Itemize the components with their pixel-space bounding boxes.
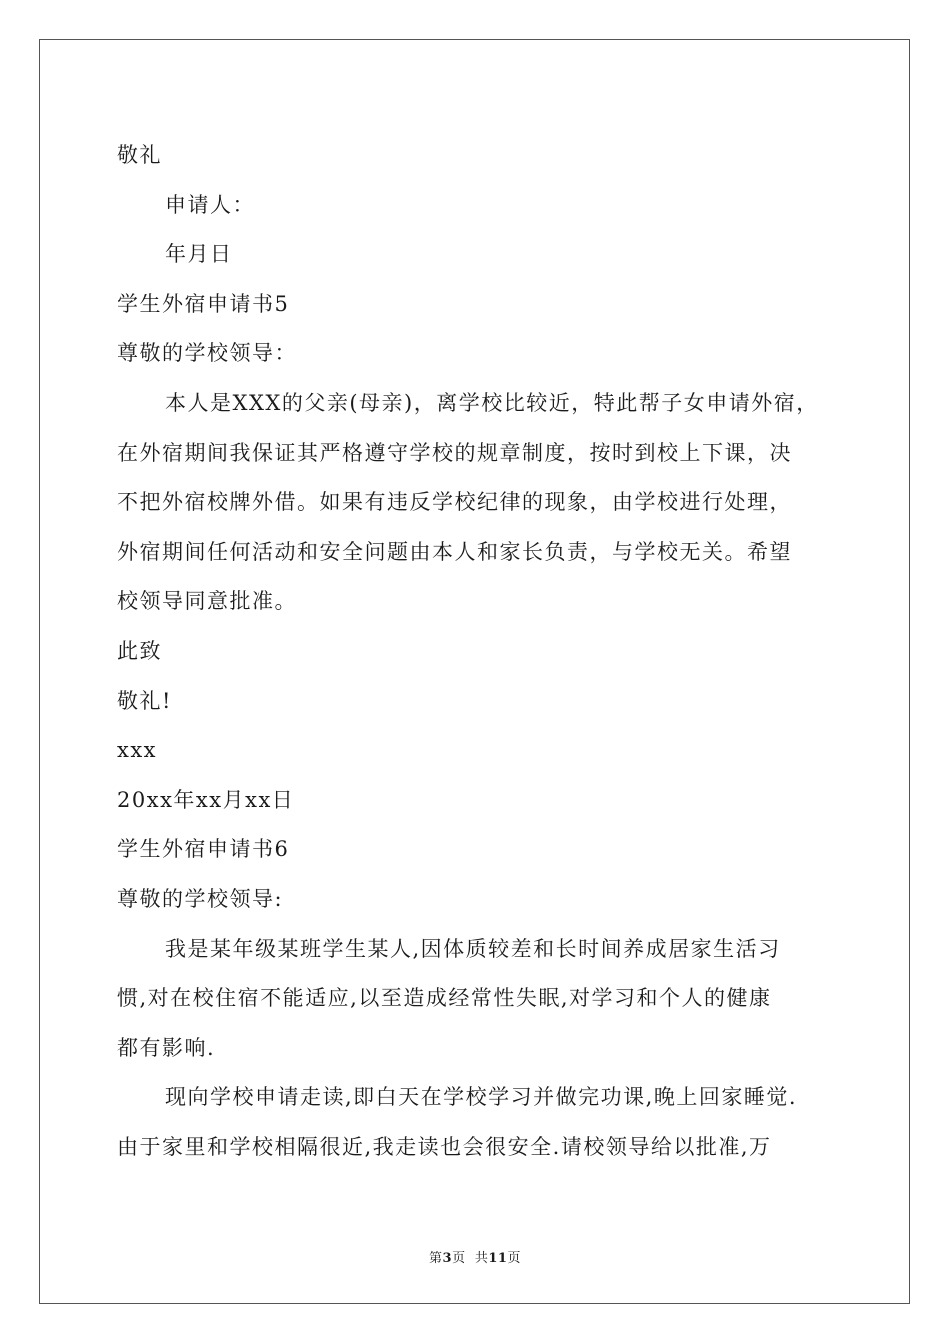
paragraph-line: 在外宿期间我保证其严格遵守学校的规章制度，按时到校上下课，决 — [117, 440, 792, 465]
section-title-5: 学生外宿申请书5 — [117, 291, 290, 316]
date-label: 年月日 — [165, 242, 233, 267]
paragraph-line: 我是某年级某班学生某人,因体质较差和长时间养成居家生活习 — [165, 936, 781, 961]
salutation-6: 尊敬的学校领导: — [117, 886, 284, 911]
paragraph-line: 惯,对在校住宿不能适应,以至造成经常性失眠,对学习和个人的健康 — [117, 986, 772, 1011]
paragraph-line: 不把外宿校牌外借。如果有违反学校纪律的现象，由学校进行处理， — [117, 490, 792, 515]
document-body — [117, 131, 837, 1172]
salutation-5: 尊敬的学校领导： — [117, 341, 297, 366]
total-page-number: 11 — [488, 1251, 508, 1266]
page-footer — [0, 1247, 950, 1266]
paragraph-line: 现向学校申请走读,即白天在学校学习并做完功课,晚上回家睡觉. — [165, 1085, 798, 1110]
footer-prefix: 第 — [429, 1251, 443, 1266]
footer-suffix: 页 — [507, 1251, 521, 1266]
closing-salute: 敬礼 — [117, 143, 162, 167]
closing-salute: 敬礼! — [117, 688, 172, 713]
paragraph-line: 外宿期间任何活动和安全问题由本人和家长负责，与学校无关。希望 — [117, 539, 792, 564]
closing-phrase: 此致 — [117, 638, 162, 663]
paragraph-line: 校领导同意批准。 — [117, 589, 297, 614]
paragraph-line: 由于家里和学校相隔很近,我走读也会很安全.请校领导给以批准,万 — [117, 1134, 772, 1159]
signature-date: 20xx年xx月xx日 — [117, 787, 295, 812]
footer-mid: 页 共 — [452, 1251, 489, 1266]
section-title-6: 学生外宿申请书6 — [117, 837, 290, 862]
paragraph-line: 都有影响. — [117, 1035, 216, 1060]
paragraph-line: 本人是XXX的父亲(母亲)，离学校比较近，特此帮子女申请外宿， — [165, 390, 819, 415]
signature-name: xxx — [117, 738, 158, 763]
applicant-label: 申请人： — [165, 192, 255, 217]
current-page-number: 3 — [442, 1251, 453, 1266]
